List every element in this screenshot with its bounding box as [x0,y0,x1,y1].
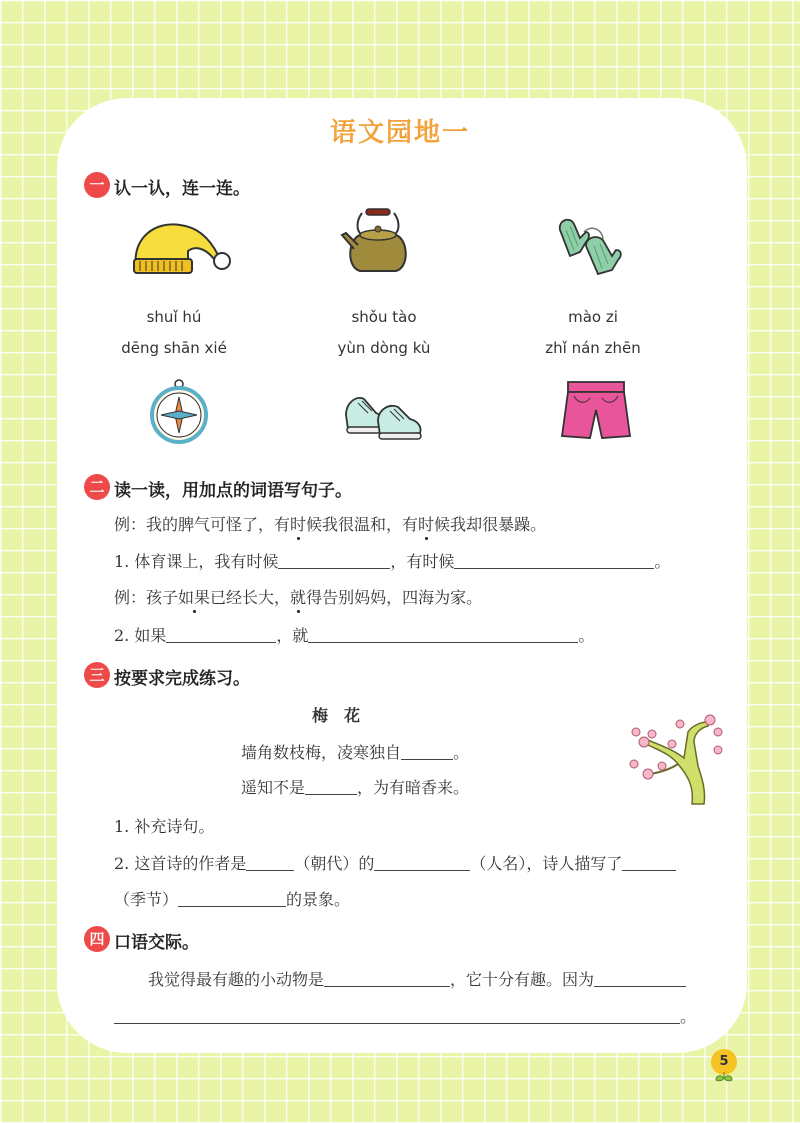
section-title-4: 口语交际。 [114,933,199,953]
answer-blank[interactable] [166,626,276,643]
section-badge-3: 三 [84,662,110,688]
example-sentence-1: 例：我的脾气可怪了，有时候我很温和，有时候我却很暴躁。 [114,512,546,535]
pinyin-gloves: shǒu tào [351,308,417,326]
answer-blank[interactable] [594,970,686,987]
section-title-3: 按要求完成练习。 [114,669,250,689]
answer-blank[interactable] [305,778,357,795]
page-title: 语文园地一 [329,118,470,148]
poem-title: 梅 花 [312,706,361,725]
page-number: 5 [711,1049,737,1075]
section-badge-2: 二 [84,474,110,500]
question-3-2: 2. 这首诗的作者是 （朝代）的 （人名），诗人描写了 [114,851,676,874]
shorts-icon [560,380,632,442]
teapot-icon [340,205,416,277]
dotted-word: 有时候 [402,512,450,535]
poem-line-1: 墙角数枝梅，凌寒独自 。 [241,743,470,762]
example-sentence-2: 例：孩子如果已经长大，就得告别妈妈，四海为家。 [114,585,482,608]
answer-blank[interactable] [178,890,286,907]
question-2-1: 1. 体育课上，我有时候 ，有时候 。 [114,552,671,571]
leaf-icon [714,1072,734,1084]
dotted-word: 就 [290,585,306,608]
pinyin-teapot: shuǐ hú [146,308,202,326]
dotted-word: 有时候 [274,512,322,535]
question-2-2: 2. 如果 ，就 。 [114,626,595,645]
answer-blank[interactable] [324,970,450,987]
oral-prompt: 我觉得最有趣的小动物是 ，它十分有趣。因为 [148,967,686,990]
section-badge-1: 一 [84,172,110,198]
question-3-2-continued: （季节） 的景象。 [114,890,351,909]
answer-blank[interactable] [246,854,294,871]
section-title-2: 读一读，用加点的词语写句子。 [114,481,352,501]
question-3-1: 1. 补充诗句。 [114,817,215,836]
pinyin-hiking-shoes: dēng shān xié [121,339,227,357]
hat-icon [128,215,232,277]
poem-line-2: 遥知不是 ，为有暗香来。 [241,778,470,797]
dotted-word: 如果 [178,585,210,608]
pinyin-sport-pants: yùn dòng kù [337,339,431,357]
answer-blank[interactable] [114,1007,680,1024]
compass-icon [146,378,212,444]
answer-blank[interactable] [278,552,390,569]
answer-blank[interactable] [308,626,578,643]
oral-answer-line: 。 [114,1004,696,1027]
answer-blank[interactable] [454,552,654,569]
pinyin-hat: mào zi [568,308,618,326]
answer-blank[interactable] [401,743,453,760]
gloves-icon [556,210,626,280]
plum-branch-icon [622,702,730,806]
answer-blank[interactable] [622,854,676,871]
pinyin-compass: zhǐ nán zhēn [545,339,641,357]
answer-blank[interactable] [374,854,470,871]
section-badge-4: 四 [84,926,110,952]
section-title-1: 认一认，连一连。 [114,179,250,199]
sneakers-icon [342,385,426,443]
